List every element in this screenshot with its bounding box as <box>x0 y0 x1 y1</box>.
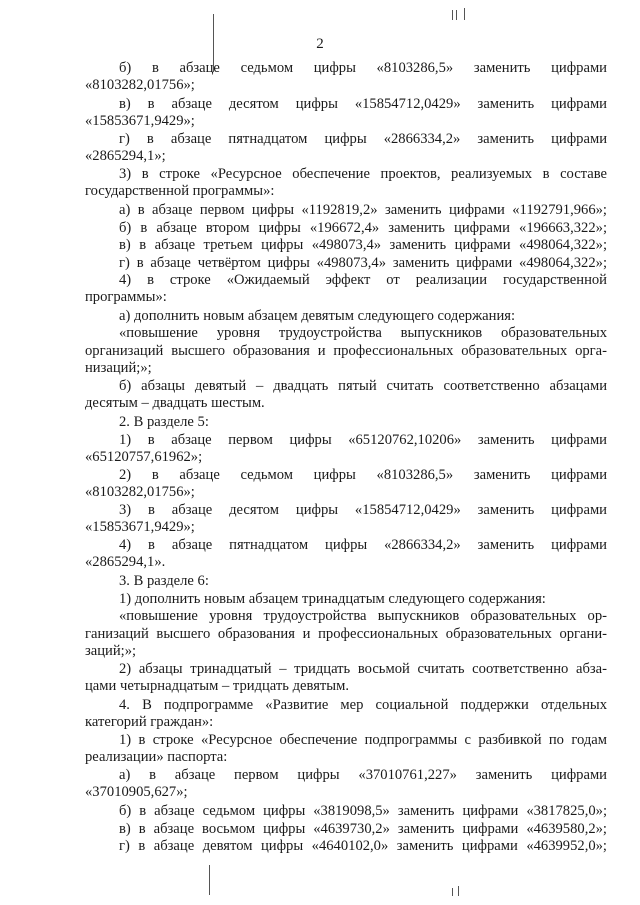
text-line: 2) абзацы тринадцатый – тридцать восьмой считать соответственно абза- <box>119 661 607 677</box>
text-line: «15853671,9429»; <box>85 113 195 129</box>
text-line: «8103282,01756»; <box>85 77 195 93</box>
text-line: 3) в строке «Ресурсное обеспечение проектов, реализуемых в составе <box>119 166 607 182</box>
text-line: «повышение уровня трудоустройства выпускников образовательных ор- <box>119 608 607 624</box>
text-line: б) в абзаце втором цифры «196672,4» заменить цифрами «196663,322»; <box>119 220 607 236</box>
text-line: программы»: <box>85 289 167 305</box>
text-line: «65120757,61962»; <box>85 449 203 465</box>
text-line: низаций;»; <box>85 360 152 376</box>
scan-mark-top-2 <box>456 10 457 20</box>
text-line: г) в абзаце четвёртом цифры «498073,4» заменить цифрами «498064,322»; <box>119 255 607 271</box>
text-line: а) в абзаце первом цифры «37010761,227» заменить цифрами <box>119 767 607 783</box>
text-line: 4) в абзаце пятнадцатом цифры «2866334,2» заменить цифрами <box>119 537 607 553</box>
scan-fold-line-bottom <box>209 865 210 895</box>
text-line: «8103282,01756»; <box>85 484 195 500</box>
text-line: десятым – двадцать шестым. <box>85 395 265 411</box>
text-line: 4. В подпрограмме «Развитие мер социальной поддержки отдельных <box>119 697 607 713</box>
text-line: а) в абзаце первом цифры «1192819,2» заменить цифрами «1192791,966»; <box>119 202 607 218</box>
text-line: б) в абзаце седьмом цифры «3819098,5» заменить цифрами «3817825,0»; <box>119 803 607 819</box>
text-line: заций;»; <box>85 643 137 659</box>
text-line: государственной программы»: <box>85 183 275 199</box>
text-line: 3) в абзаце десятом цифры «15854712,0429» заменить цифрами <box>119 502 607 518</box>
text-line: 1) в абзаце первом цифры «65120762,10206» заменить цифрами <box>119 432 607 448</box>
text-line: 2. В разделе 5: <box>119 414 209 430</box>
text-line: а) дополнить новым абзацем девятым следующего содержания: <box>119 308 516 324</box>
text-line: «15853671,9429»; <box>85 519 195 535</box>
text-line: 3. В разделе 6: <box>119 573 209 589</box>
scan-mark-top <box>452 10 453 20</box>
scan-mark-bottom <box>452 888 453 896</box>
text-line: организаций высшего образования и профессиональных образовательных орга- <box>85 343 607 359</box>
page-number: 2 <box>316 36 324 52</box>
text-line: в) в абзаце третьем цифры «498073,4» заменить цифрами «498064,322»; <box>119 237 607 253</box>
text-line: б) абзацы девятый – двадцать пятый считать соответственно абзацами <box>119 378 607 394</box>
text-line: реализации» паспорта: <box>85 749 228 765</box>
text-line: 4) в строке «Ожидаемый эффект от реализации государственной <box>119 272 607 288</box>
text-line: в) в абзаце восьмом цифры «4639730,2» заменить цифрами «4639580,2»; <box>119 821 607 837</box>
scan-mark-top-3 <box>464 8 465 20</box>
text-line: в) в абзаце десятом цифры «15854712,0429» заменить цифрами <box>119 96 607 112</box>
text-line: «2865294,1». <box>85 554 166 570</box>
text-line: категорий граждан»: <box>85 714 214 730</box>
text-line: 2) в абзаце седьмом цифры «8103286,5» заменить цифрами <box>119 467 607 483</box>
scan-mark-bottom-2 <box>458 886 459 896</box>
text-line: г) в абзаце пятнадцатом цифры «2866334,2» заменить цифрами <box>119 131 607 147</box>
text-line: 1) в строке «Ресурсное обеспечение подпрограммы с разбивкой по годам <box>119 732 607 748</box>
text-line: 1) дополнить новым абзацем тринадцатым следующего содержания: <box>119 591 546 607</box>
text-line: г) в абзаце девятом цифры «4640102,0» заменить цифрами «4639952,0»; <box>119 838 607 854</box>
text-line: «37010905,627»; <box>85 784 188 800</box>
text-line: «повышение уровня трудоустройства выпускников образовательных <box>119 325 607 341</box>
text-line: «2865294,1»; <box>85 148 166 164</box>
text-line: ганизаций высшего образования и профессиональных образовательных органи- <box>85 626 607 642</box>
text-line: б) в абзаце седьмом цифры «8103286,5» заменить цифрами <box>119 60 607 76</box>
text-line: цами четырнадцатым – тридцать девятым. <box>85 678 349 694</box>
